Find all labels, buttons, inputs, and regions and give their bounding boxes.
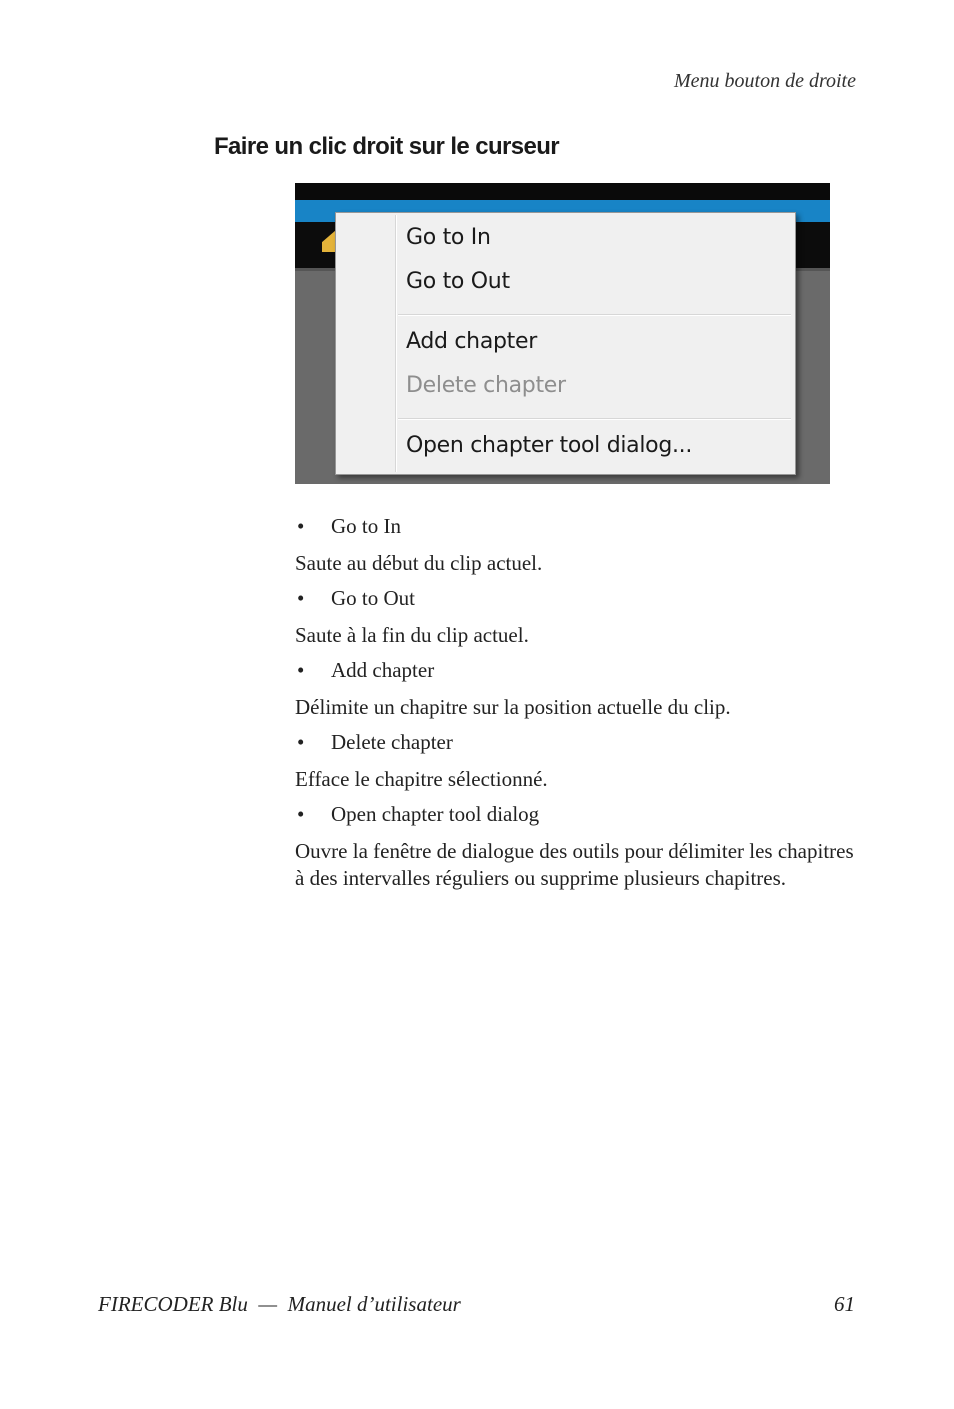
footer-separator: — bbox=[258, 1292, 278, 1316]
list-item-term: • Go to Out bbox=[295, 585, 860, 612]
list-item-description: Efface le chapitre sélectionné. bbox=[295, 767, 548, 791]
list-item-term: • Add chapter bbox=[295, 657, 860, 684]
list-item-term: • Go to In bbox=[295, 513, 860, 540]
menu-item-go-to-out[interactable]: Go to Out bbox=[406, 269, 510, 294]
menu-item-go-to-in[interactable]: Go to In bbox=[406, 225, 491, 250]
list-item-description: Saute au début du clip actuel. bbox=[295, 551, 543, 575]
section-title: Faire un clic droit sur le curseur bbox=[214, 133, 560, 160]
list-item-description: Saute à la fin du clip actuel. bbox=[295, 623, 529, 647]
running-header: Menu bouton de droite bbox=[673, 70, 856, 92]
list-item-term: • Open chapter tool dialog bbox=[295, 801, 860, 828]
list-item-description: Ouvre la fenêtre de dialogue des outils pour délimiter les chapitres à des intervalles réguliers ou supprime plusieurs chapitres. bbox=[295, 839, 854, 890]
menu-separator bbox=[398, 314, 791, 316]
list-item-description: Délimite un chapitre sur la position actuelle du clip. bbox=[295, 695, 731, 719]
list-item-term: • Delete chapter bbox=[295, 729, 860, 756]
footer-title bbox=[98, 1292, 461, 1317]
menu-item-add-chapter[interactable]: Add chapter bbox=[406, 329, 537, 354]
footer-manual: Manuel d’utilisateur bbox=[287, 1292, 461, 1316]
context-menu bbox=[335, 212, 796, 475]
footer-product: FIRECODER Blu bbox=[98, 1292, 248, 1316]
menu-item-open-chapter-tool-dialog[interactable]: Open chapter tool dialog... bbox=[406, 433, 693, 458]
menu-icon-gutter bbox=[395, 215, 397, 472]
menu-item-delete-chapter: Delete chapter bbox=[406, 373, 566, 398]
menu-separator bbox=[398, 418, 791, 420]
menu-item-descriptions bbox=[295, 513, 860, 900]
page-number: 61 bbox=[834, 1292, 855, 1316]
window-frame-top bbox=[295, 183, 830, 200]
context-menu-screenshot bbox=[295, 183, 830, 484]
